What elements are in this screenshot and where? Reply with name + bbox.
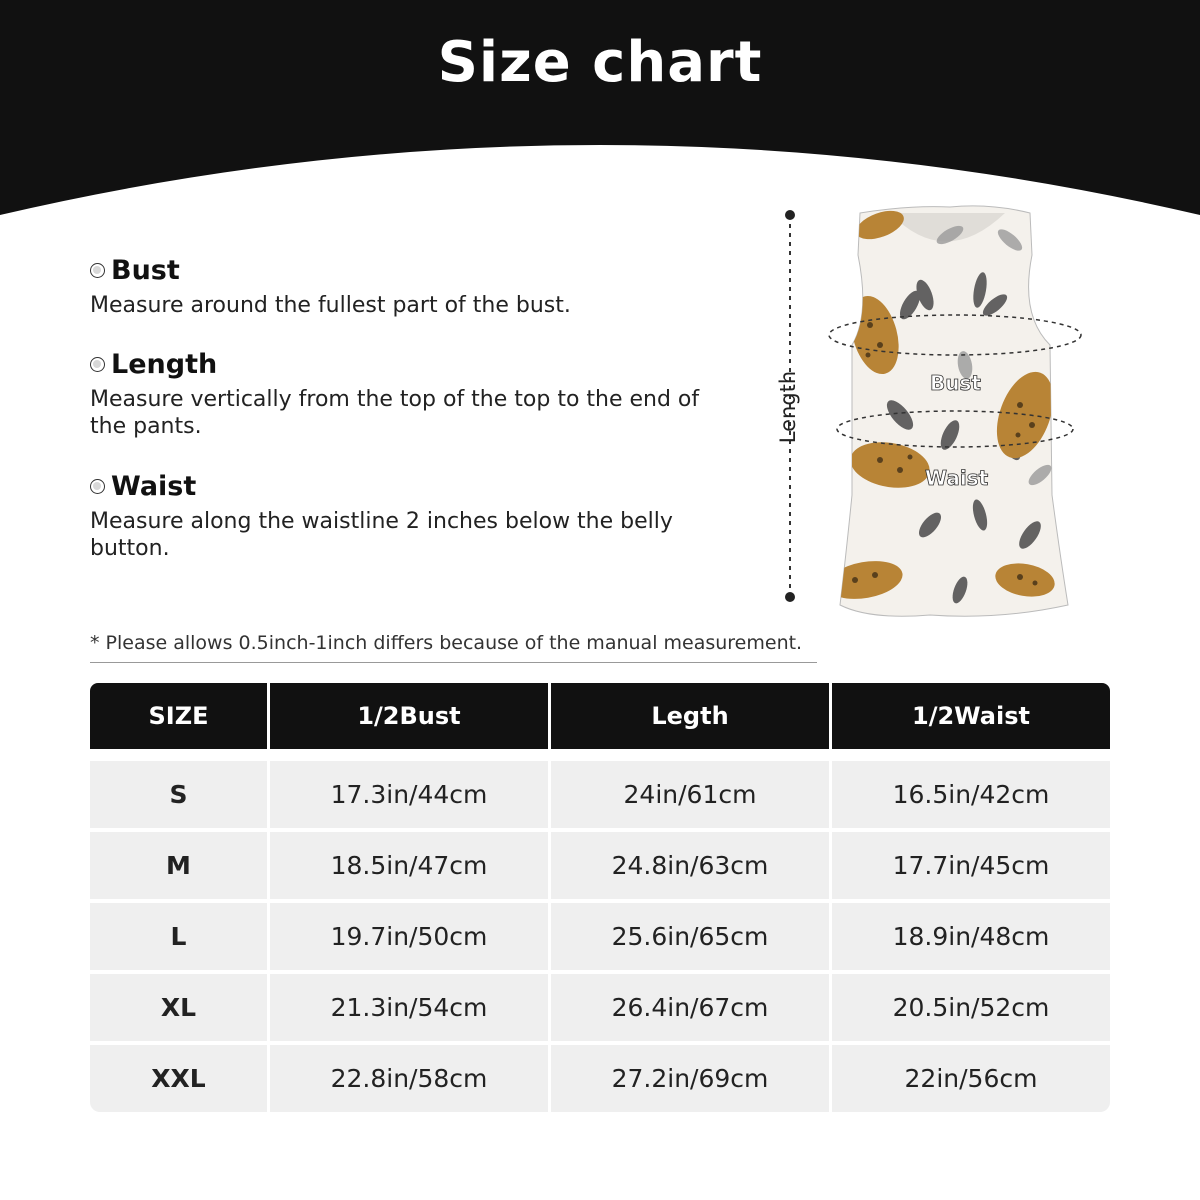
size-cell: L bbox=[90, 903, 270, 970]
guide-item-bust bbox=[90, 255, 730, 319]
table-row bbox=[90, 832, 1110, 899]
length-bottom-dot-icon bbox=[785, 592, 795, 602]
waist-cell: 20.5in/52cm bbox=[832, 974, 1110, 1041]
length-cell: 25.6in/65cm bbox=[551, 903, 832, 970]
guide-description: Measure along the waistline 2 inches below the belly button. bbox=[90, 509, 673, 561]
length-cell: 27.2in/69cm bbox=[551, 1045, 832, 1112]
table-row bbox=[90, 974, 1110, 1041]
header-waist: 1/2Waist bbox=[912, 702, 1030, 730]
size-cell: XXL bbox=[90, 1045, 270, 1112]
waist-cell: 22in/56cm bbox=[832, 1045, 1110, 1112]
bust-cell: 22.8in/58cm bbox=[270, 1045, 551, 1112]
header-length: Legth bbox=[551, 683, 832, 749]
length-top-dot-icon bbox=[785, 210, 795, 220]
page-title: Size chart bbox=[437, 30, 763, 95]
table-row bbox=[90, 1045, 1110, 1112]
bust-diagram-label: Bust bbox=[930, 371, 981, 395]
waist-diagram-label: Waist bbox=[925, 466, 989, 490]
length-diagram-label: Length bbox=[776, 370, 800, 444]
bust-cell: 18.5in/47cm bbox=[270, 832, 551, 899]
guide-label: Waist bbox=[111, 471, 197, 502]
bust-cell: 21.3in/54cm bbox=[270, 974, 551, 1041]
size-cell: XL bbox=[90, 974, 270, 1041]
table-body bbox=[90, 749, 1110, 1112]
garment-diagram bbox=[750, 195, 1100, 635]
waist-cell: 17.7in/45cm bbox=[832, 832, 1110, 899]
circle-bullet-icon bbox=[90, 263, 105, 278]
guide-item-length bbox=[90, 349, 730, 440]
guide-item-waist bbox=[90, 471, 730, 562]
size-cell: M bbox=[90, 832, 270, 899]
length-cell: 24.8in/63cm bbox=[551, 832, 832, 899]
header-bust: 1/2Bust bbox=[270, 683, 551, 749]
guide-description: Measure around the fullest part of the bust. bbox=[90, 293, 571, 318]
bust-cell: 19.7in/50cm bbox=[270, 903, 551, 970]
waist-cell: 16.5in/42cm bbox=[832, 761, 1110, 828]
circle-bullet-icon bbox=[90, 479, 105, 494]
header-size: SIZE bbox=[90, 683, 270, 749]
length-cell: 26.4in/67cm bbox=[551, 974, 832, 1041]
size-cell: S bbox=[90, 761, 270, 828]
length-cell: 24in/61cm bbox=[551, 761, 832, 828]
size-table bbox=[90, 683, 1110, 1112]
circle-bullet-icon bbox=[90, 357, 105, 372]
bust-cell: 17.3in/44cm bbox=[270, 761, 551, 828]
table-row bbox=[90, 761, 1110, 828]
table-row bbox=[90, 903, 1110, 970]
measurement-note: * Please allows 0.5inch-1inch differs because of the manual measurement. bbox=[90, 632, 817, 663]
guide-label: Length bbox=[111, 349, 218, 380]
tank-top-illustration bbox=[750, 195, 1100, 635]
table-header-row bbox=[90, 683, 1110, 749]
waist-cell: 18.9in/48cm bbox=[832, 903, 1110, 970]
guide-description: Measure vertically from the top of the top to the end of the pants. bbox=[90, 387, 700, 439]
guide-label: Bust bbox=[111, 255, 180, 286]
